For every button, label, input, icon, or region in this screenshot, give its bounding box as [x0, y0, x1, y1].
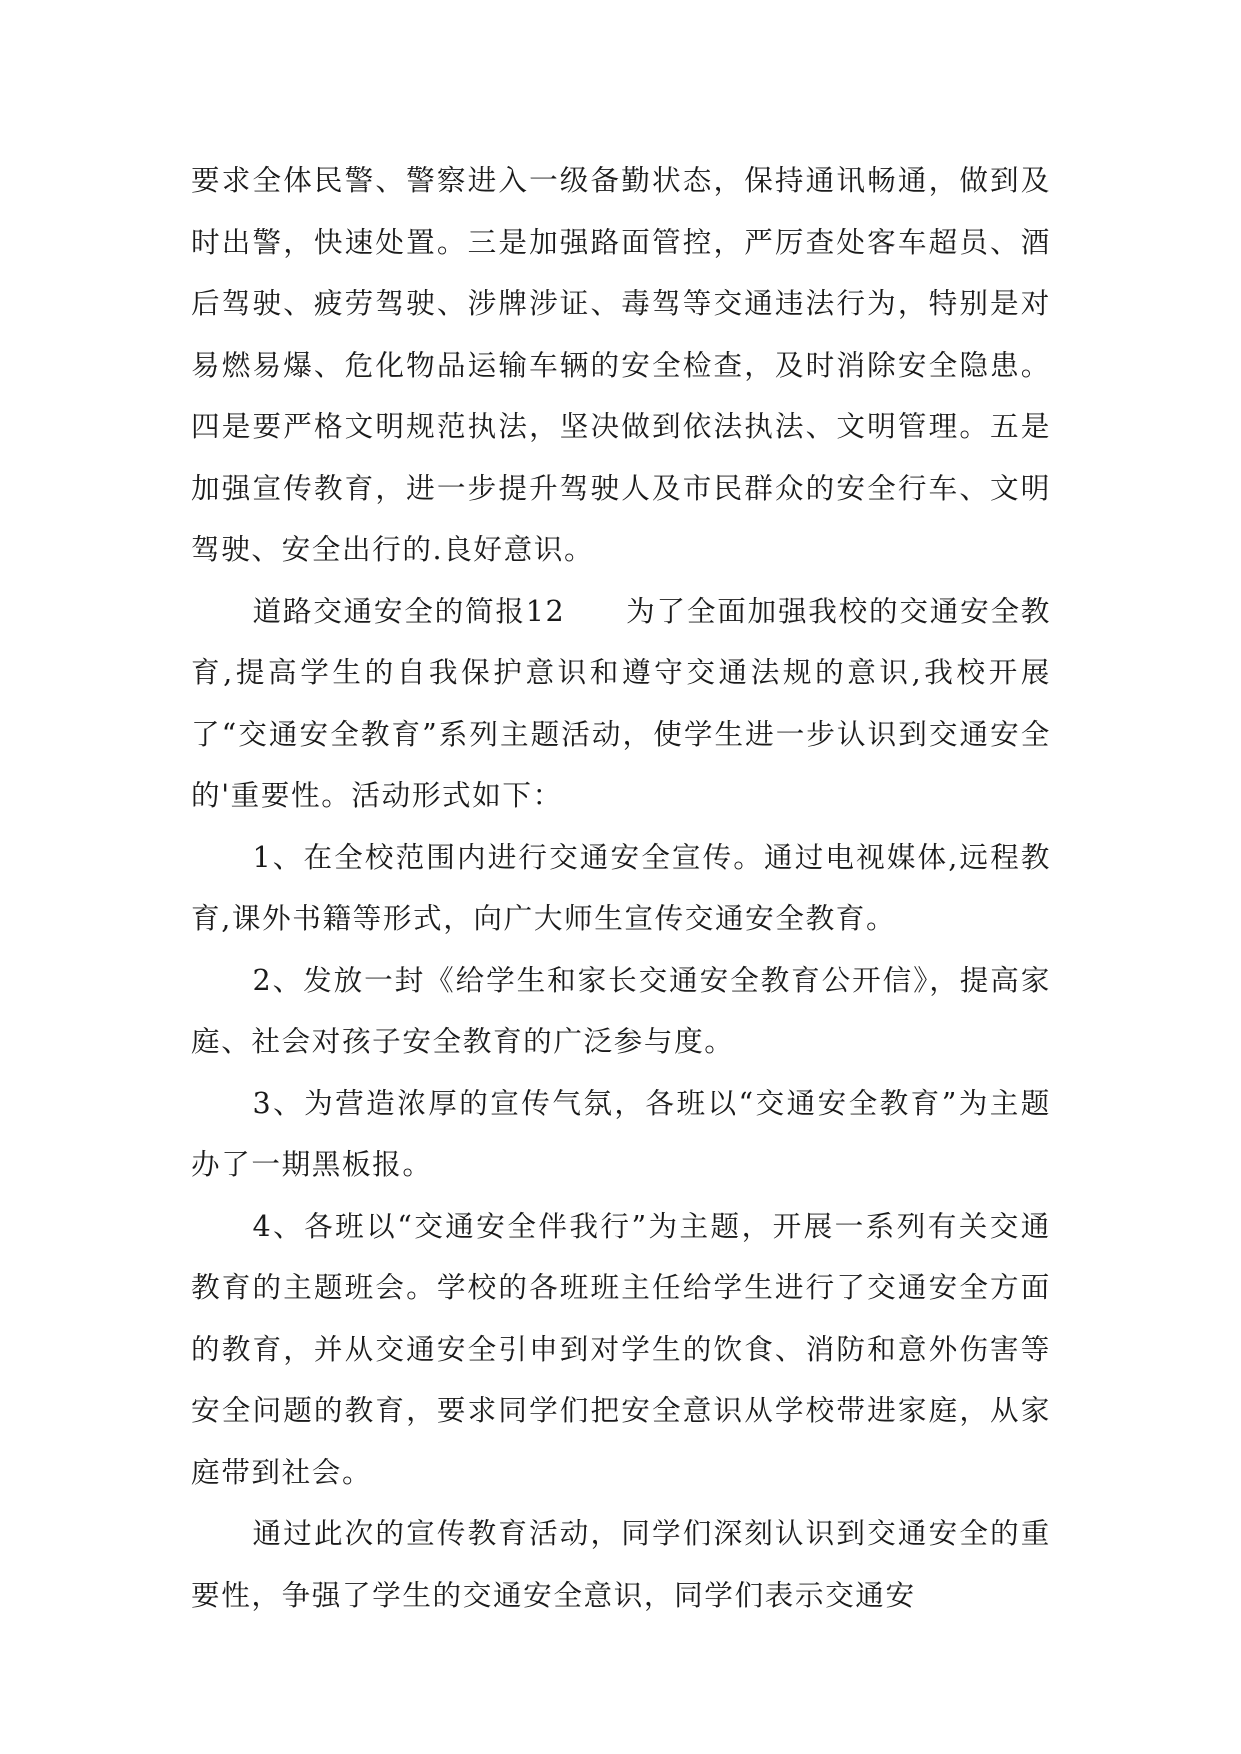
- paragraph-1: 要求全体民警、警察进入一级备勤状态，保持通讯畅通，做到及时出警，快速处置。三是加强路面管控，严厉查处客车超员、酒后驾驶、疲劳驾驶、涉牌涉证、毒驾等交通违法行为，特别是对易燃易爆、危化物品运输车辆的安全检查，及时消除安全隐患。四是要严格文明规范执法，坚决做到依法执法、文明管理。五是加强宣传教育，进一步提升驾驶人及市民群众的安全行车、文明驾驶、安全出行的.良好意识。: [191, 163, 1051, 566]
- paragraph-4: 2、发放一封《给学生和家长交通安全教育公开信》，提高家庭、社会对孩子安全教育的广泛参与度。: [191, 962, 1051, 1058]
- paragraph-7: 通过此次的宣传教育活动，同学们深刻认识到交通安全的重要性，争强了学生的交通安全意识，同学们表示交通安: [191, 1516, 1051, 1612]
- paragraph-6: 4、各班以“交通安全伴我行”为主题，开展一系列有关交通教育的主题班会。学校的各班班主任给学生进行了交通安全方面的教育，并从交通安全引申到对学生的饮食、消防和意外伤害等安全问题的教育，要求同学们把安全意识从学校带进家庭，从家庭带到社会。: [191, 1208, 1051, 1489]
- paragraph-2: 道路交通安全的简报12 为了全面加强我校的交通安全教育,提高学生的自我保护意识和遵守交通法规的意识,我校开展了“交通安全教育”系列主题活动，使学生进一步认识到交通安全的'重要性。活动形式如下：: [191, 593, 1051, 812]
- paragraph-5: 3、为营造浓厚的宣传气氛，各班以“交通安全教育”为主题办了一期黑板报。: [191, 1085, 1051, 1181]
- paragraph-3: 1、在全校范围内进行交通安全宣传。通过电视媒体,远程教育,课外书籍等形式，向广大师生宣传交通安全教育。: [191, 839, 1051, 935]
- document-body: [191, 150, 1051, 1626]
